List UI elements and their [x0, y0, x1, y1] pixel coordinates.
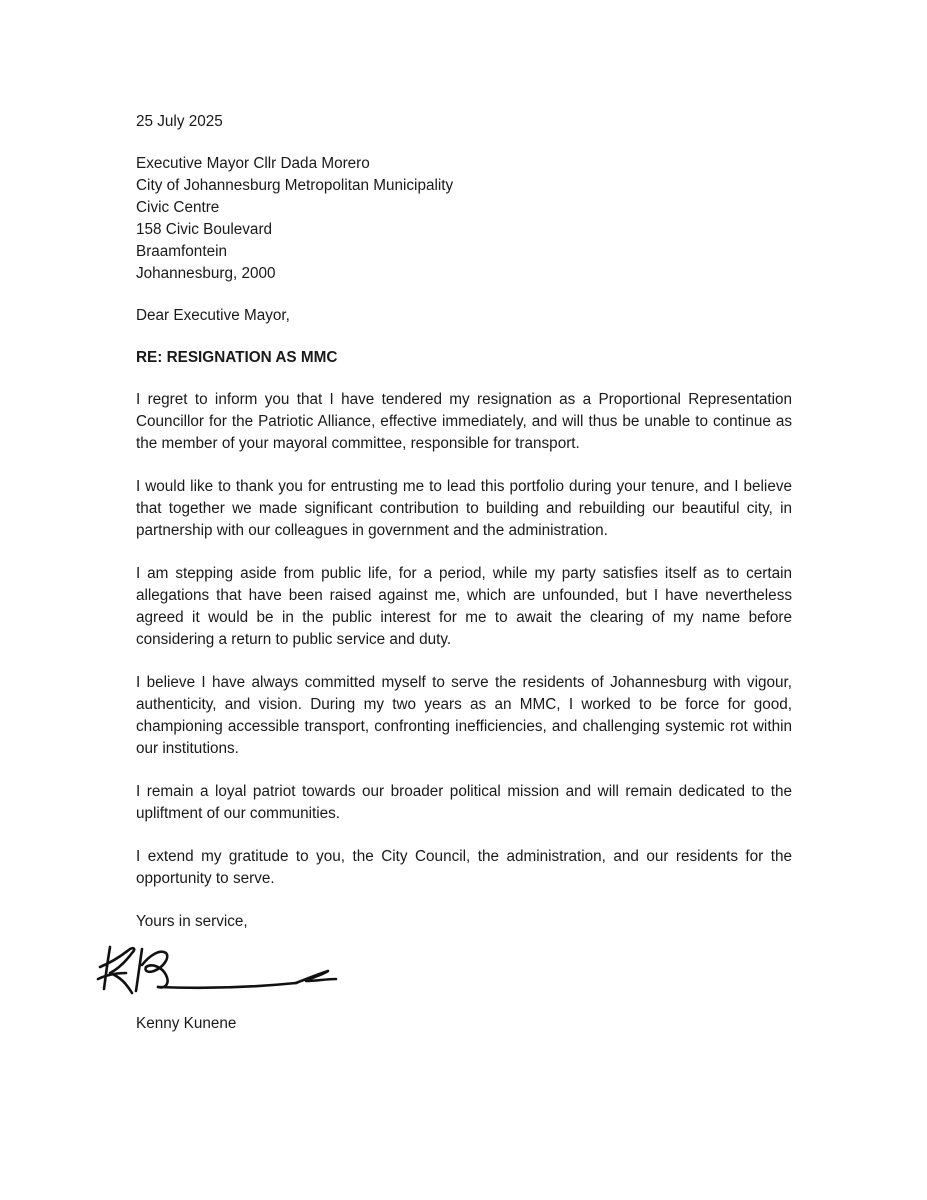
address-line: 158 Civic Boulevard [136, 221, 273, 238]
paragraph-resignation: I regret to inform you that I have tendered my resignation as a Proportional Representation Councillor for the Patriotic Alliance, effective immediately, and will thus be unable to continue as the member of your mayoral committee, responsible for transport. [136, 391, 792, 452]
letter-body [136, 111, 792, 1035]
paragraph-commitment: I believe I have always committed myself to serve the residents of Johannesburg with vigour, authenticity, and vision. During my two years as an MMC, I worked to be force for good, championing accessible transport, confronting inefficiencies, and challenging systemic rot within our institutions. [136, 674, 792, 757]
paragraph-gratitude: I extend my gratitude to you, the City Council, the administration, and our residents for the opportunity to serve. [136, 848, 792, 887]
address-line: Executive Mayor Cllr Dada Morero [136, 155, 370, 172]
handwritten-signature [96, 939, 346, 999]
paragraph-thanks: I would like to thank you for entrusting me to lead this portfolio during your tenure, and I believe that together we made significant contribution to building and rebuilding our beautiful city, in partnership with our colleagues in government and the administration. [136, 478, 792, 539]
paragraph-loyalty: I remain a loyal patriot towards our broader political mission and will remain dedicated to the upliftment of our communities. [136, 783, 792, 822]
letter-date: 25 July 2025 [136, 113, 223, 130]
closing: Yours in service, [136, 913, 248, 930]
subject-line: RE: RESIGNATION AS MMC [136, 349, 338, 366]
signatory-name: Kenny Kunene [136, 1015, 237, 1032]
address-line: Johannesburg, 2000 [136, 265, 276, 282]
paragraph-stepping-aside: I am stepping aside from public life, for a period, while my party satisfies itself as to certain allegations that have been raised against me, which are unfounded, but I have nevertheless agreed it would be in the public interest for me to await the clearing of my name before considering a return to public service and duty. [136, 565, 792, 648]
address-line: Civic Centre [136, 199, 220, 216]
recipient-address [136, 153, 792, 285]
salutation: Dear Executive Mayor, [136, 307, 290, 324]
address-line: Braamfontein [136, 243, 227, 260]
address-line: City of Johannesburg Metropolitan Municipality [136, 177, 454, 194]
